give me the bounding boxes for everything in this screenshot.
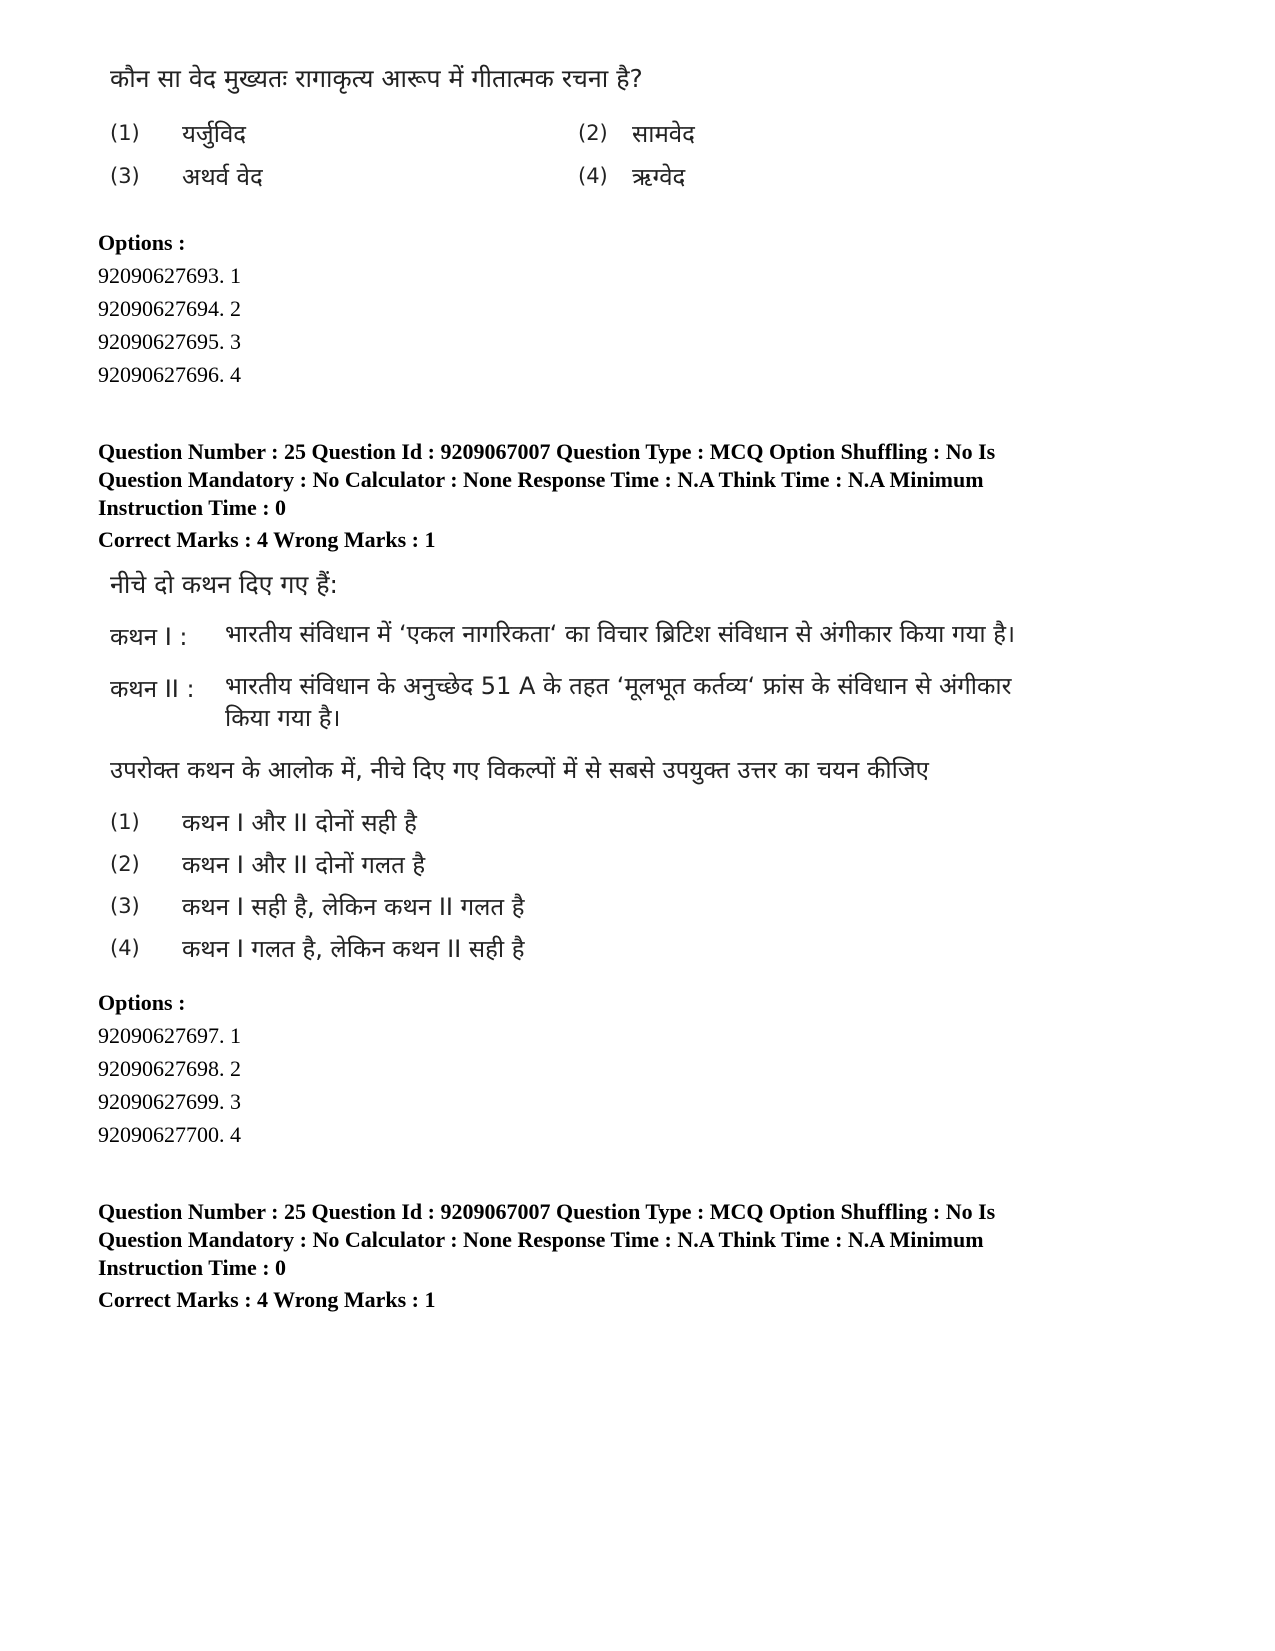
q24-choice-1-text: यर्जुविद [182, 120, 247, 148]
q25-option-3: 92090627699. 3 [98, 1089, 241, 1114]
q25-option-1: 92090627697. 1 [98, 1023, 241, 1048]
q25-meta-line-1: Question Number : 25 Question Id : 9209067007 Question Type : MCQ Option Shuffling : No Is [98, 439, 996, 464]
q25-options-list [98, 986, 241, 1151]
q25-choice-1-text: कथन I और II दोनों सही है [182, 809, 417, 837]
q25-choice-1-number: (1) [110, 810, 140, 834]
q24-choice-4-text: ऋग्वेद [632, 163, 686, 191]
q25-meta-line-3: Instruction Time : 0 [98, 495, 287, 520]
q25-statement-2-label: कथन II : [110, 675, 195, 703]
q24-option-1: 92090627693. 1 [98, 263, 241, 288]
q25-statement-2-line-2: किया गया है। [225, 704, 341, 732]
q25-choice-3-number: (3) [110, 894, 140, 918]
q24-choice-2-text: सामवेद [632, 120, 695, 148]
q24-choice-4-number: (4) [578, 164, 608, 188]
q25-options-label: Options : [98, 990, 186, 1015]
q25-option-2: 92090627698. 2 [98, 1056, 241, 1081]
q25-choice-4-number: (4) [110, 936, 140, 960]
q24-question-text: कौन सा वेद मुख्यतः रागाकृत्य आरूप में गीतात्मक रचना है? [110, 64, 643, 93]
q24-choice-3-number: (3) [110, 164, 140, 188]
q24-option-3: 92090627695. 3 [98, 329, 241, 354]
q24-options-list [98, 226, 241, 391]
q25-metadata [98, 438, 1178, 554]
q26-marks: Correct Marks : 4 Wrong Marks : 1 [98, 1287, 436, 1312]
q24-choice-3-text: अथर्व वेद [182, 163, 263, 191]
q25-statement-1-label: कथन I : [110, 623, 188, 651]
q24-choice-2-number: (2) [578, 121, 608, 145]
q25-choice-2-number: (2) [110, 852, 140, 876]
q25-choice-3-text: कथन I सही है, लेकिन कथन II गलत है [182, 893, 525, 921]
q25-meta-line-2: Question Mandatory : No Calculator : None Response Time : N.A Think Time : N.A Minimum [98, 467, 984, 492]
q24-options-label: Options : [98, 230, 186, 255]
q25-choice-2-text: कथन I और II दोनों गलत है [182, 851, 426, 879]
q25-marks: Correct Marks : 4 Wrong Marks : 1 [98, 527, 436, 552]
q26-meta-line-1: Question Number : 25 Question Id : 9209067007 Question Type : MCQ Option Shuffling : No Is [98, 1199, 996, 1224]
q24-choice-1-number: (1) [110, 121, 140, 145]
q26-meta-line-3: Instruction Time : 0 [98, 1255, 287, 1280]
q24-option-4: 92090627696. 4 [98, 362, 241, 387]
q24-option-2: 92090627694. 2 [98, 296, 241, 321]
q26-metadata [98, 1198, 1178, 1314]
q25-statement-1-text: भारतीय संविधान में ‘एकल नागरिकता‘ का विचार ब्रिटिश संविधान से अंगीकार किया गया है। [225, 620, 1016, 648]
q25-option-4: 92090627700. 4 [98, 1122, 241, 1147]
q26-meta-line-2: Question Mandatory : No Calculator : None Response Time : N.A Think Time : N.A Minimum [98, 1227, 984, 1252]
q25-statement-2-line-1: भारतीय संविधान के अनुच्छेद 51 A के तहत ‘मूलभूत कर्तव्य‘ फ्रांस के संविधान से अंगीकार [225, 672, 1012, 700]
q25-choice-4-text: कथन I गलत है, लेकिन कथन II सही है [182, 935, 525, 963]
q25-instruction: उपरोक्त कथन के आलोक में, नीचे दिए गए विकल्पों में से सबसे उपयुक्त उत्तर का चयन कीजिए [110, 756, 929, 784]
q25-intro: नीचे दो कथन दिए गए हैं: [110, 570, 338, 599]
